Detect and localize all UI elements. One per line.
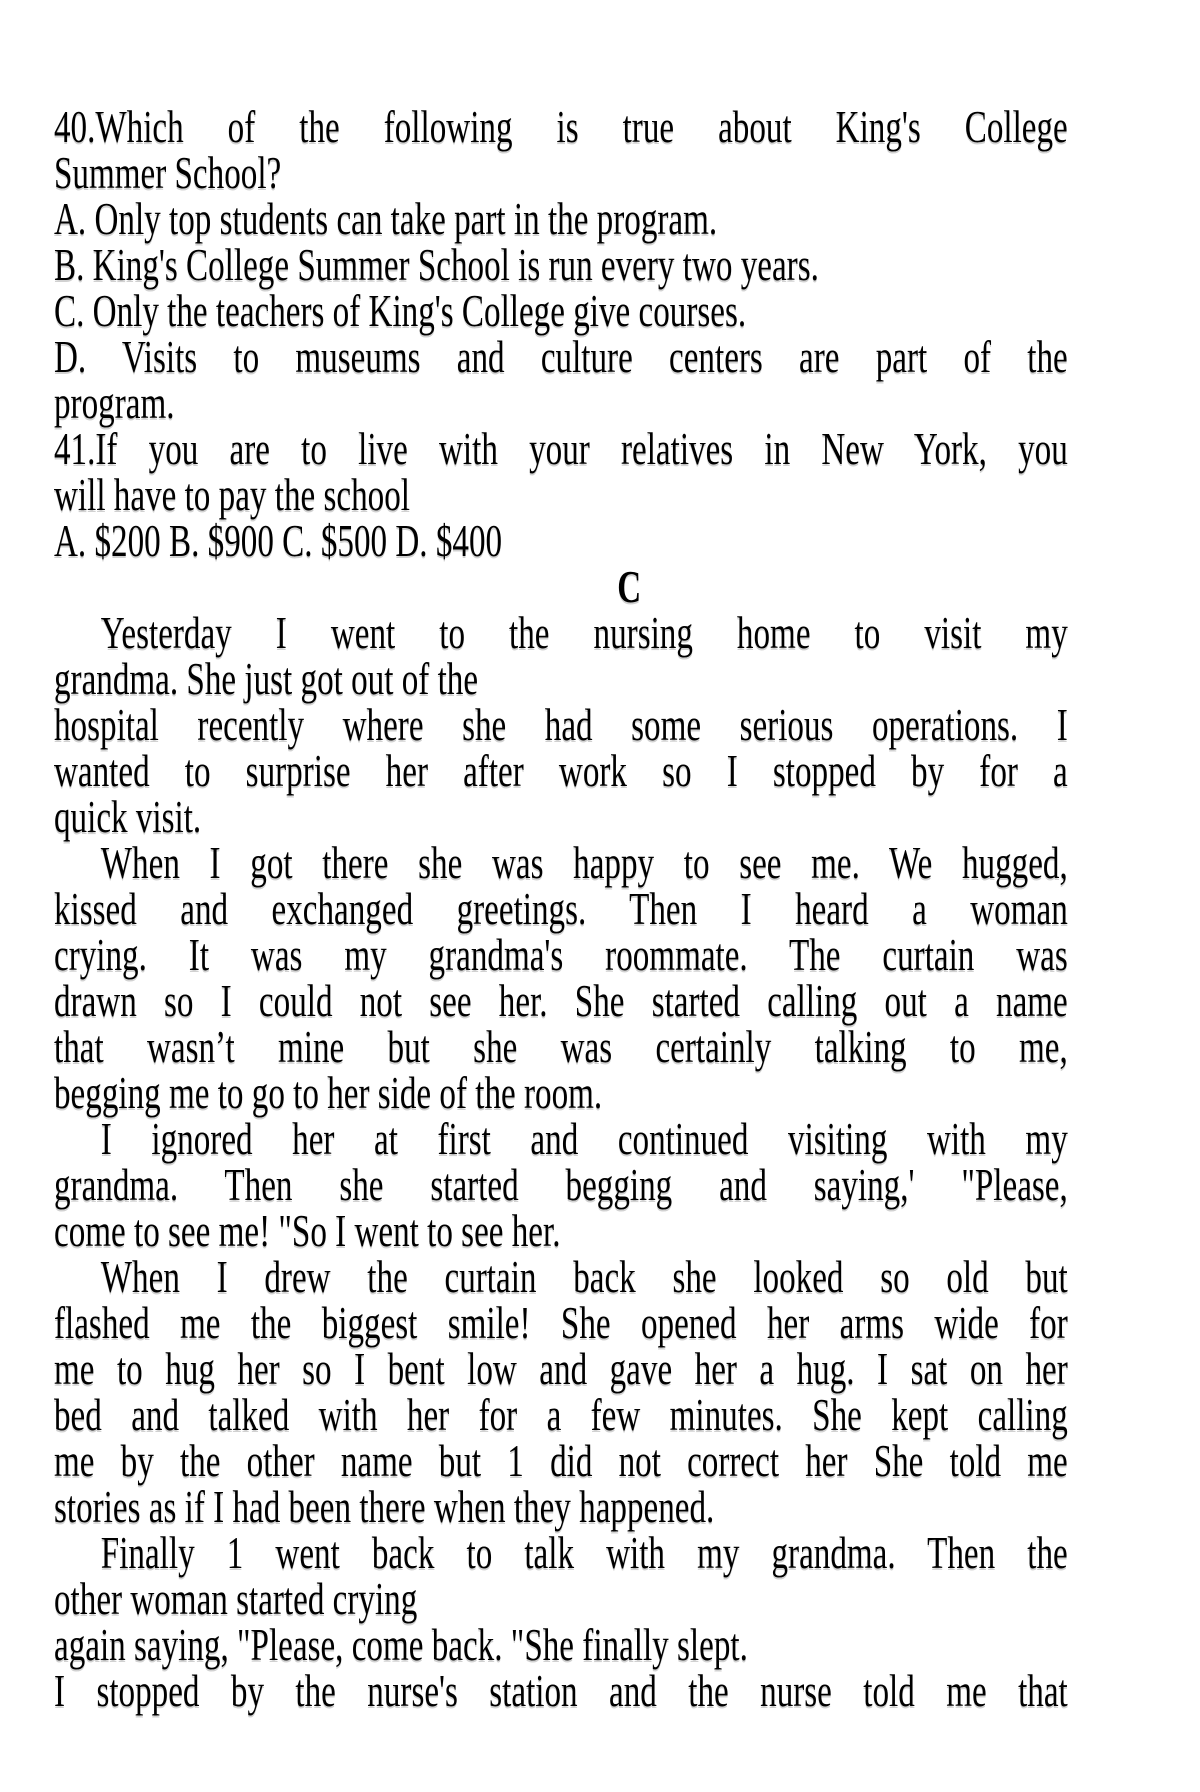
text-line: drawn so I could not see her. She started calling out a name (54, 975, 1068, 1026)
text-line: will have to pay the school (54, 469, 410, 520)
text-line: A. Only top students can take part in the program. (54, 193, 718, 244)
text-line: C. Only the teachers of King's College give courses. (54, 285, 747, 336)
text-line: I ignored her at first and continued visiting with my (100, 1113, 1068, 1164)
text-line: begging me to go to her side of the room. (54, 1067, 603, 1118)
text-line: hospital recently where she had some serious operations. I (54, 699, 1068, 750)
text-line: other woman started crying (54, 1573, 418, 1624)
text-line: kissed and exchanged greetings. Then I heard a woman (54, 883, 1068, 934)
text-line: wanted to surprise her after work so I stopped by for a (54, 745, 1068, 796)
text-line: flashed me the biggest smile! She opened her arms wide for (54, 1297, 1068, 1348)
text-line: Summer School? (54, 147, 282, 198)
text-line: A. $200 B. $900 C. $500 D. $400 (54, 515, 503, 566)
text-line: again saying, "Please, come back. "She finally slept. (54, 1619, 748, 1670)
text-line: When I drew the curtain back she looked so old but (100, 1251, 1068, 1302)
text-line: When I got there she was happy to see me. We hugged, (100, 837, 1068, 888)
text-line: that wasn’t mine but she was certainly talking to me, (54, 1021, 1068, 1072)
text-line: D. Visits to museums and culture centers are part of the (54, 331, 1068, 382)
text-line: bed and talked with her for a few minutes. She kept calling (54, 1389, 1068, 1440)
text-line: I stopped by the nurse's station and the nurse told me that (54, 1665, 1068, 1716)
text-line: program. (54, 377, 175, 428)
text-line: Yesterday I went to the nursing home to visit my (100, 607, 1068, 658)
text-line: 41.If you are to live with your relatives in New York, you (54, 423, 1068, 474)
section-c-heading: C (617, 561, 642, 612)
text-line: grandma. Then she started begging and saying,' "Please, (54, 1159, 1068, 1210)
reading-passage (54, 101, 1068, 1716)
text-line: come to see me! "So I went to see her. (54, 1205, 561, 1256)
text-line: crying. It was my grandma's roommate. The curtain was (54, 929, 1068, 980)
text-line: Finally 1 went back to talk with my grandma. Then the (100, 1527, 1068, 1578)
text-line: me to hug her so I bent low and gave her a hug. I sat on her (54, 1343, 1068, 1394)
text-line: stories as if I had been there when they happened. (54, 1481, 715, 1532)
text-line: me by the other name but 1 did not correct her She told me (54, 1435, 1068, 1486)
text-line: B. King's College Summer School is run every two years. (54, 239, 819, 290)
text-line: quick visit. (54, 791, 202, 842)
text-line: 40.Which of the following is true about King's College (54, 101, 1068, 152)
text-line: grandma. She just got out of the (54, 653, 479, 704)
